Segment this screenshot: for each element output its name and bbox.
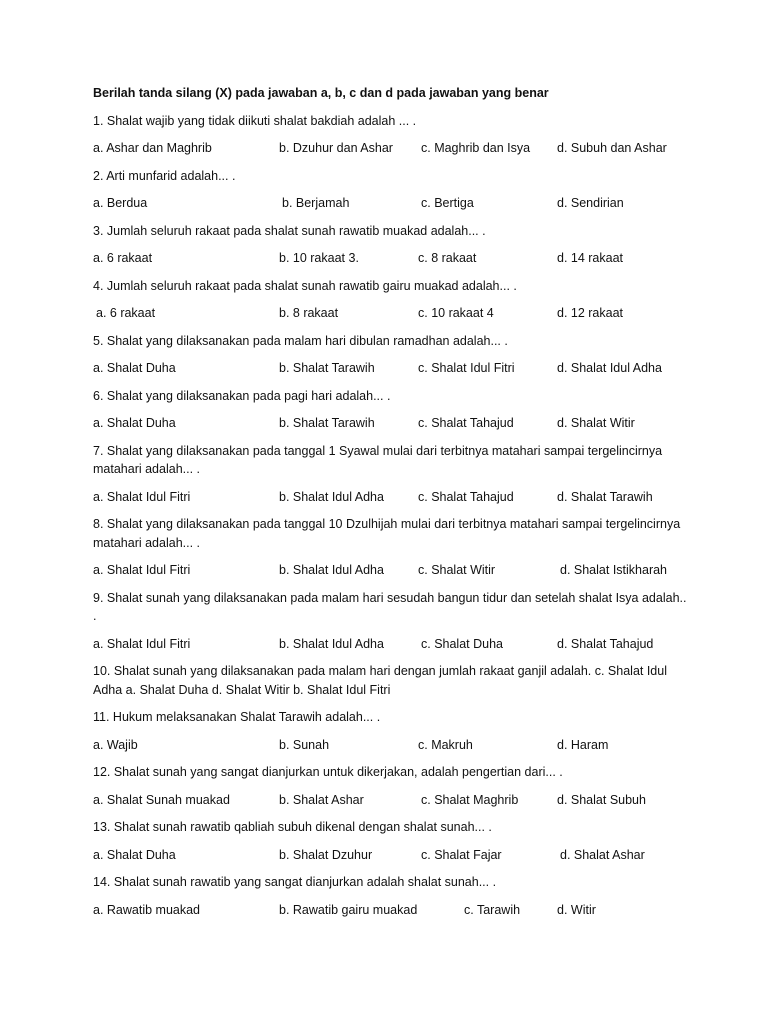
answer-option-a[interactable]: a. Rawatib muakad (93, 902, 201, 917)
answer-option-b[interactable]: b. Shalat Idul Adha (279, 636, 384, 651)
answer-option-c[interactable]: c. Maghrib dan Isya (421, 141, 531, 155)
options-row (93, 791, 693, 810)
answer-option-c[interactable]: c. Shalat Fajar (421, 847, 502, 862)
answer-option-d[interactable]: d. Shalat Tarawih (557, 489, 653, 504)
options-row (93, 139, 693, 158)
instruction-title: Berilah tanda silang (X) pada jawaban a, b, c dan d pada jawaban yang benar (93, 86, 549, 100)
answer-option-c[interactable]: c. Shalat Tahajud (418, 489, 514, 504)
answer-option-a[interactable]: a. Wajib (93, 737, 138, 752)
answer-option-a[interactable]: a. Shalat Duha (93, 847, 176, 862)
answer-option-a[interactable]: a. Ashar dan Maghrib (93, 141, 212, 155)
question-text: 6. Shalat yang dilaksanakan pada pagi hari adalah... . (93, 388, 391, 403)
question-text: 9. Shalat sunah yang dilaksanakan pada malam hari sesudah bangun tidur dan setelah shalat Isya adalah.. . (93, 590, 687, 623)
answer-option-d[interactable]: d. Shalat Ashar (560, 847, 645, 862)
answer-option-d[interactable]: d. Sendirian (557, 196, 624, 210)
answer-option-a[interactable]: a. 6 rakaat (93, 251, 153, 265)
answer-option-d[interactable]: d. Haram (557, 737, 609, 752)
answer-option-d[interactable]: d. Shalat Subuh (557, 792, 646, 807)
answer-option-b[interactable]: b. Shalat Ashar (279, 792, 364, 807)
question-text: 1. Shalat wajib yang tidak diikuti shalat bakdiah adalah ... . (93, 113, 417, 128)
answer-option-a[interactable]: a. Shalat Idul Fitri (93, 563, 191, 577)
answer-option-c[interactable]: c. Bertiga (421, 196, 474, 210)
answer-option-d[interactable]: d. Witir (557, 902, 596, 917)
answer-option-b[interactable]: b. Rawatib gairu muakad (279, 902, 418, 917)
answer-option-c[interactable]: c. Shalat Witir (418, 563, 496, 577)
answer-option-b[interactable]: b. Sunah (279, 737, 330, 752)
answer-option-d[interactable]: d. Shalat Istikharah (560, 563, 668, 577)
answer-option-b[interactable]: b. 8 rakaat (279, 306, 339, 320)
question-text: 4. Jumlah seluruh rakaat pada shalat sunah rawatib gairu muakad adalah... . (93, 278, 517, 293)
question-list (93, 112, 693, 920)
answer-option-a[interactable]: a. Berdua (93, 196, 148, 210)
answer-option-c[interactable]: c. Shalat Tahajud (418, 416, 514, 430)
answer-option-d[interactable]: d. 12 rakaat (557, 306, 624, 320)
options-row (93, 736, 693, 755)
answer-option-c[interactable]: c. Shalat Maghrib (421, 792, 519, 807)
answer-option-c[interactable]: c. 8 rakaat (418, 251, 477, 265)
answer-option-a[interactable]: a. Shalat Sunah muakad (93, 792, 230, 807)
answer-option-a[interactable]: a. Shalat Duha (93, 416, 176, 430)
answer-option-b[interactable]: b. Shalat Tarawih (279, 361, 375, 375)
options-row (93, 414, 693, 433)
answer-option-a[interactable]: a. Shalat Duha (93, 361, 176, 375)
question-text: 12. Shalat sunah yang sangat dianjurkan untuk dikerjakan, adalah pengertian dari... . (93, 765, 563, 779)
answer-option-b[interactable]: b. Dzuhur dan Ashar (279, 141, 393, 155)
answer-option-d[interactable]: d. Shalat Tahajud (557, 636, 654, 651)
worksheet (93, 84, 693, 928)
answer-option-b[interactable]: b. Shalat Dzuhur (279, 847, 373, 862)
answer-option-a[interactable]: a. Shalat Idul Fitri (93, 636, 191, 651)
options-row (93, 304, 693, 323)
answer-option-a[interactable]: a. Shalat Idul Fitri (93, 489, 191, 504)
options-row (93, 249, 693, 268)
options-row (93, 194, 693, 213)
options-row (93, 635, 693, 654)
options-row (93, 901, 693, 920)
answer-option-d[interactable]: d. Shalat Idul Adha (557, 361, 662, 375)
question-text: 2. Arti munfarid adalah... . (93, 168, 236, 183)
answer-option-c[interactable]: c. Shalat Duha (421, 636, 503, 651)
options-row (93, 846, 693, 865)
answer-option-a[interactable]: a. 6 rakaat (96, 306, 156, 320)
answer-option-c[interactable]: c. Shalat Idul Fitri (418, 361, 515, 375)
options-row (93, 488, 693, 507)
answer-option-c[interactable]: c. 10 rakaat 4 (418, 306, 494, 320)
answer-option-b[interactable]: b. Shalat Idul Adha (279, 489, 384, 504)
answer-option-d[interactable]: d. 14 rakaat (557, 251, 624, 265)
answer-option-b[interactable]: b. Berjamah (282, 196, 350, 210)
question-text: 11. Hukum melaksanakan Shalat Tarawih adalah... . (93, 710, 381, 724)
answer-option-c[interactable]: c. Makruh (418, 737, 473, 752)
answer-option-d[interactable]: d. Shalat Witir (557, 416, 635, 430)
question-text: 14. Shalat sunah rawatib yang sangat dianjurkan adalah shalat sunah... . (93, 875, 497, 889)
question-text: 8. Shalat yang dilaksanakan pada tanggal 10 Dzulhijah mulai dari terbitnya matahari sampai tergelincirnya matahari adalah... . (93, 517, 681, 550)
question-text: 13. Shalat sunah rawatib qabliah subuh dikenal dengan shalat sunah... . (93, 820, 492, 834)
answer-option-b[interactable]: b. 10 rakaat 3. (279, 251, 359, 265)
answer-option-b[interactable]: b. Shalat Idul Adha (279, 563, 384, 577)
question-text: 7. Shalat yang dilaksanakan pada tanggal 1 Syawal mulai dari terbitnya matahari sampai tergelincirnya matahari adalah... . (93, 443, 663, 476)
question-text: 3. Jumlah seluruh rakaat pada shalat sunah rawatib muakad adalah... . (93, 223, 486, 238)
answer-option-c[interactable]: c. Tarawih (464, 902, 521, 917)
options-row (93, 561, 693, 580)
answer-option-d[interactable]: d. Subuh dan Ashar (557, 141, 667, 155)
question-text: 10. Shalat sunah yang dilaksanakan pada malam hari dengan jumlah rakaat ganjil adalah. c. Shalat Idul Adha a. Shalat Duha d. Shalat Witir b. Shalat Idul Fitri (93, 664, 667, 697)
question-text: 5. Shalat yang dilaksanakan pada malam hari dibulan ramadhan adalah... . (93, 333, 508, 348)
answer-option-b[interactable]: b. Shalat Tarawih (279, 416, 375, 430)
options-row (93, 359, 693, 378)
